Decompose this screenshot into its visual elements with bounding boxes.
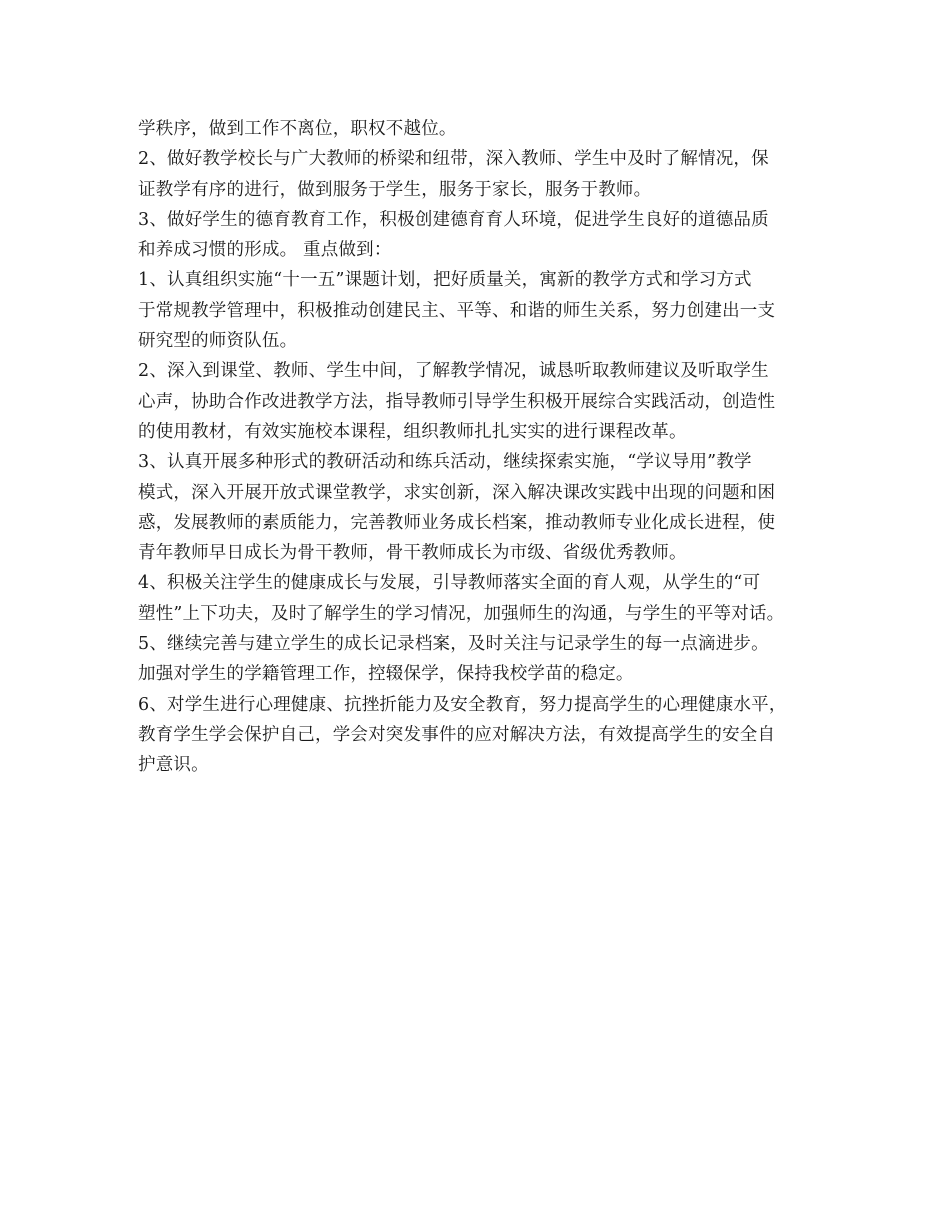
- text-line: 6、对学生进行心理健康、抗挫折能力及安全教育，努力提高学生的心理健康水平，: [138, 694, 787, 715]
- text-line: 教育学生学会保护自己，学会对突发事件的应对解决方法，有效提高学生的安全自: [138, 724, 776, 745]
- text-line: 塑性”上下功夫，及时了解学生的学习情况，加强师生的沟通，与学生的平等对话。: [138, 603, 785, 624]
- text-line: 于常规教学管理中，积极推动创建民主、平等、和谐的师生关系，努力创建出一支: [138, 300, 776, 321]
- text-line: 加强对学生的学籍管理工作，控辍保学，保持我校学苗的稳定。: [138, 664, 634, 685]
- document-body: [138, 114, 818, 781]
- text-line: 3、做好学生的德育教育工作，积极创建德育育人环境，促进学生良好的道德品质: [138, 209, 769, 230]
- text-line: 学秩序，做到工作不离位，职权不越位。: [138, 119, 457, 139]
- text-line: 惑，发展教师的素质能力，完善教师业务成长档案，推动教师专业化成长进程，使: [138, 512, 776, 533]
- text-line: 护意识。: [138, 755, 209, 776]
- text-line: 证教学有序的进行，做到服务于学生，服务于家长，服务于教师。: [138, 179, 652, 200]
- text-line: 2、深入到课堂、教师、学生中间，了解教学情况，诚恳听取教师建议及听取学生: [138, 361, 769, 382]
- text-line: 4、积极关注学生的健康成长与发展，引导教师落实全面的育人观，从学生的“可: [138, 573, 761, 594]
- text-line: 1、认真组织实施“十一五”课题计划，把好质量关，寓新的教学方式和学习方式: [138, 270, 752, 291]
- text-line: 研究型的师资队伍。: [138, 331, 298, 352]
- text-line: 的使用教材，有效实施校本课程，组织教师扎扎实实的进行课程改革。: [138, 421, 687, 442]
- text-line: 5、继续完善与建立学生的成长记录档案，及时关注与记录学生的每一点滴进步。: [138, 634, 769, 655]
- text-line: 和养成习惯的形成。 重点做到：: [138, 240, 392, 261]
- text-line: 模式，深入开展开放式课堂教学，求实创新，深入解决课改实践中出现的问题和困: [138, 482, 776, 503]
- text-line: 青年教师早日成长为骨干教师，骨干教师成长为市级、省级优秀教师。: [138, 543, 687, 564]
- text-line: 心声，协助合作改进教学方法，指导教师引导学生积极开展综合实践活动，创造性: [138, 391, 776, 412]
- text-line: 3、认真开展多种形式的教研活动和练兵活动，继续探索实施，“学议导用”教学: [138, 452, 752, 473]
- text-line: 2、做好教学校长与广大教师的桥梁和纽带，深入教师、学生中及时了解情况，保: [138, 149, 769, 170]
